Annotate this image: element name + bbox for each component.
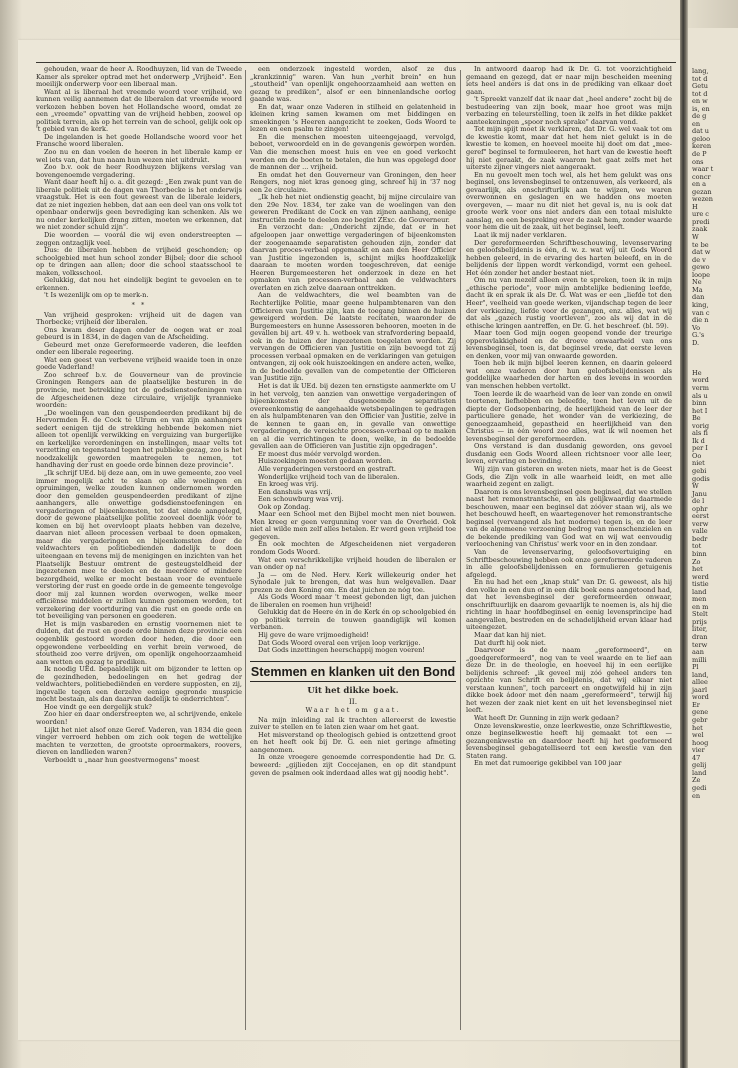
adjacent-page-line: dat w <box>692 248 711 257</box>
adjacent-page-line: tot <box>692 542 702 551</box>
adjacent-page-line: Vo <box>692 323 701 332</box>
adjacent-page-line: vorig <box>692 421 710 430</box>
adjacent-page-line: milli <box>692 655 707 664</box>
paragraph: Verboeldt u „naar hun geestvermogens" moest <box>44 755 200 764</box>
paragraph: Wat een verschrikkelijke vrijheid houden de liberalen er van onder op na! <box>250 555 456 572</box>
adjacent-page-line: Ne <box>692 278 702 287</box>
paragraph: En verzocht dan: „Ondericht zijnde, dat er in het afgeloopen jaar onwettige vergaderingen of bijeenkomsten der zoogenaamde separatisten gehouden zijn, zonder dat daarvan proces-verbaal opgemaakt en aan den Heer Officier van Justitie ingezonden is, schijnt mijks hoofdzakelijk daaraan te moeten worden toegeschreven, dat eenige Heeren Burgemeesteren het onderzoek in deze en het opmaken van processen-verbaal aan de veldwachters overlaten en zich zelve daaraan onttrekken. <box>250 223 456 292</box>
adjacent-page-line: keren <box>692 142 712 151</box>
paragraph: Er moest dus méér vervolgd worden. <box>258 449 382 458</box>
adjacent-page-line: het <box>692 565 703 574</box>
paragraph: Dus: de liberalen hebben de vrijheid geschonden; op schoolgebied met hun school zonder Bijbel; door die school op te dringen aan allen; door die school staatsschool te maken, volksschool. <box>36 246 242 277</box>
adjacent-page-line: en <box>692 119 701 128</box>
adjacent-page-line: gewo <box>692 263 710 272</box>
adjacent-page-line: terw <box>692 640 708 649</box>
adjacent-page-line: H <box>692 202 698 211</box>
paragraph: Daarvoor is de naam „gereformeerd", en „goedgereformeerd", nog van te veel waarde en te lief aan deze Dr. in de theologie, en hoeveel hij in een eerlijke belijdenis schreef: „ik geveel mij zóó geheel anders ten opzichte van Schrift en belijdenis, dat wij elkaar niet verstaan kunnen", toch parceert en ongetwijfeld hij in zijn dikke boek ádoor met den naam „gereformeerd", terwijl hij het wezen der zaak niet kent en uit het levensbeginsel niet leeft. <box>466 646 672 715</box>
paragraph: Gelukkig, dat nou het eindelijk begint te gevoelen en te erkennen. <box>36 276 242 292</box>
paragraph: Wat heeft Dr. Gunning in zijn werk gedaan? <box>474 714 619 723</box>
paragraph: Na mijn inleiding zal ik trachten allereerst de kwestie zuiver te stellen en te laten zien waar om het gaat. <box>250 715 456 732</box>
paragraph: En die menschen moesten uiteengejaagd, vervolgd, beboet, verwoordeld en in de gevangenis geworpen worden. Van die menschen moest huis en vee en goed verkocht worden om de boeten te betalen, die hun was opgelegd door de mannen der ... vrijheid. <box>250 132 456 172</box>
paragraph: Van de levenservaring, geloofsovertuiging en Schriftbeschouwing hebben ook onze gereformeerde vaderen in alle geloofsbelijdenissen en formulieren getuigenis afgelegd. <box>466 548 672 579</box>
adjacent-page-line: G.'s <box>692 331 705 340</box>
adjacent-page-line: land <box>692 587 707 596</box>
paragraph: Ik noodig UEd. bepaaldelijk uit om bijzonder te letten op de gezindheden, bedoelingen en het gedrag der veldwachters, politiebediënden en verdere supposten, en zij, ingevalle tegen een derzelve eenige gegronde muspicie mocht bestaan, als dan daarvan dadelijk te onderrichten". <box>36 665 242 704</box>
paragraph: En kroeg was vrij. <box>258 480 319 489</box>
adjacent-page-line: gene <box>692 708 709 717</box>
adjacent-page-line: hoog <box>692 738 709 747</box>
paragraph: Zoo hier en daar onderstreepten we, al schrijvende, enkele woorden! <box>36 710 242 727</box>
adjacent-page-line: is, en <box>692 104 710 113</box>
paragraph: En ook mochten de Afgescheidenen niet vergaderen rondom Gods Woord. <box>250 540 456 556</box>
adjacent-page-line: land <box>692 768 707 777</box>
adjacent-page-line: prijs <box>692 617 707 626</box>
adjacent-page-line: binn <box>692 399 707 408</box>
adjacent-page-line: dat u <box>692 127 710 136</box>
paragraph: Alle vergaderingen verstoord en gestraft. <box>258 464 396 473</box>
paragraph: Hij geve de ware vrijmoedigheid! <box>258 631 369 640</box>
paragraph: Het misverstand op theologisch gebied is ontzettend groot en het heeft ook bij Dr. G. een niet geringe afmeting aangenomen. <box>250 730 456 754</box>
paragraph: En met dat rumoerige gekibbel van 100 jaar <box>474 759 622 768</box>
adjacent-page-line: ophr <box>692 504 708 513</box>
adjacent-page-line: W <box>692 482 699 491</box>
adjacent-page-line: binn <box>692 550 707 558</box>
adjacent-page-line: de l <box>692 497 705 506</box>
adjacent-page-line: godis <box>692 474 710 483</box>
adjacent-page-line: gedi <box>692 783 707 792</box>
adjacent-page-line: wezen <box>692 195 714 204</box>
adjacent-page-line: Er <box>692 700 700 709</box>
adjacent-page-line: geloo <box>692 134 711 143</box>
adjacent-page-line <box>688 347 738 355</box>
paragraph: Maar dat kan hij niet. <box>474 631 547 640</box>
adjacent-page-line: Zo <box>692 557 701 566</box>
paragraph: gehouden, waar de heer A. Roodhuyzen, lid van de Tweede Kamer als spreker optrad met het onderwerp „Vrijheid". Een moeilijk onderwerp voor een liberaal man. <box>36 65 242 89</box>
adjacent-page-line: aan <box>692 648 705 657</box>
paragraph: En nu gevoelt men toch wel, als het hem gelukt was ons beginsel, ons levensbeginsel te ontzenuwen, als verkeerd, als gevaarlijk, als onschrifturlijk aan te wijzen, we waren overwonnen en geslagen en we hadden ons moeten overgeven, — maar nu dit niet het geval is, nu is ook dat groote werk voor ons niet anders dan een totaal mislukte aanslag, en een bespreking over de zaak hem, zonder waarde voor hem die uit de zaak, uit het beginsel, leeft. <box>466 170 672 232</box>
adjacent-page-line: verm <box>692 383 709 392</box>
article-part-number: II. <box>348 696 358 706</box>
adjacent-page-line: 47 <box>692 753 701 762</box>
paragraph: een onderzoek ingesteld worden, alsof ze dus „krankzinnig" waren. Van hun „verhit brein" en hun „stoutheid" van openlijk ongehoorzaamheid aan wetten en gezag te prediken", alsof er een binnenlandsche oorlog gaande was. <box>250 65 456 104</box>
paragraph: Het is dat ik UEd. bij dezen ten ernstigste aanmerkte om U in het vervolg, ten aanzien van onwettige vergaderingen of bijeenkomsten der dusgenoemde separatisten overeenkomstig de aangehaalde wetsbepalingen te gedragen en als hulpambtenaren van den Officier van Justitie, zelve in de kennen te gaan en, in gevalle van onwettige vergaderingen, de vereischte processen-verbaal op te maken en al die verrichtingen te doen, welke, in de bedoelde gevallen aan de Officieren van Justitie zijn opgedragen". <box>250 381 456 451</box>
adjacent-page-line: per I <box>692 444 708 453</box>
adjacent-page-line: de v <box>692 255 706 264</box>
adjacent-page-line: bedr <box>692 534 708 543</box>
adjacent-page-line: dan <box>692 293 705 302</box>
paragraph: Als Gods Woord maar 't meest gebonden ligt, dan juichen de liberalen en roemen hun vrijheid! <box>250 593 456 609</box>
paragraph: Dat Gods Woord overal een vrijen loop verkrijge. <box>258 638 421 647</box>
adjacent-page-line: en w <box>692 97 708 106</box>
paragraph: Daarom is ons levensbeginsel geen beginsel, dat we stellen naast het remonstrantsche, en als gelijkwaardig daarmede beschouwen, maar een beginsel dat zóóver staan wij, als we het beschouwd heeft, en waartegenover het remonstrantsche beginsel (vervangend als het moderne) tegen is, en de leer van de algemeene verzoening bedrog van menschenzielen en de bekende prediking van God wat en wij wat eenvoudig verloochening van Christus' werk voor en in den zondaar. <box>466 487 672 549</box>
paragraph: „Ik heb het niet ondienstig geacht, bij mijne circulaire van den 29e Nov. 1834, ter zake van de woelingen van den geweren Predikant de Cock en van zijnen aanhang, eenige instructiën mede te deelen zoo begint ZExc. de Gouverneur. <box>250 193 456 224</box>
adjacent-page-line: predi <box>692 217 710 226</box>
paragraph: Van vrijheid gesproken: vrijheid uit de dagen van Thorbecke; vrijheid der liberalen. <box>36 310 242 327</box>
adjacent-page-line: eerst <box>692 512 709 521</box>
adjacent-page-line: waar t <box>692 165 714 174</box>
column-divider <box>460 70 461 1030</box>
column-3 <box>466 66 672 768</box>
adjacent-page-line: allee <box>692 678 708 687</box>
adjacent-page-line <box>688 355 738 363</box>
adjacent-page-fragment <box>688 28 738 1068</box>
adjacent-page-line: king, <box>692 300 709 309</box>
paragraph: Tot mijn spijt moet ik verklaren, dat Dr. G. wel vaak tot om de kwestie komt, maar dat het hem niet gelukt is in de kwestie te komen, en hoeveel moeite hij doet om dat „mee-geref" beginsel te formuleeren, het hart van de kwestie heeft hij niet geraakt, de zaak waarom het gaat zelfs met het uiterste zijner vingers niet aangeraakt. <box>466 125 672 172</box>
adjacent-page-line: W <box>692 233 699 242</box>
section-header <box>250 661 456 682</box>
paragraph: Onze levenskwestie, onze leerkwestie, onze Schriftkwestie, onze beginselkwestie heeft hij gemaakt tot een — gezangenkwestie en daardoor heeft hij het geeformeerd levensbeginsel gebagatelliseerd tot een kwestie van den Staten rang. <box>466 721 672 760</box>
adjacent-page-line: Janu <box>692 489 707 498</box>
adjacent-page-line: gebi <box>692 466 707 475</box>
adjacent-page-line: die n <box>692 316 709 325</box>
paragraph: Wonderlijke vrijheid toch van de liberalen. <box>258 472 400 481</box>
paragraph: 't Spreekt vanzelf dat ik naar dat „heel andere" zocht bij de bestudeering van zijn boek, maar hoe groot was mijn verbazing en teleurstelling, toen ik zelfs in het dikke pakket aanteekeningen „spoor noch sprake" daarvan vond. <box>466 95 672 126</box>
paragraph: Maar toen God mijn oogen geopend vonde der treurige opperovlakkigheid en de droeve onwaarheid van ons levensbeginsel, toen is, dat beginsel vrede, dat eerste leven en denken, voor mij van onwaarde geworden. <box>466 329 672 360</box>
top-rule <box>36 62 676 63</box>
paragraph: Dat Gods inzettingen heerschappij mogen voeren! <box>258 646 425 655</box>
adjacent-page-line: wel <box>692 731 704 740</box>
adjacent-page-line: word <box>692 376 709 385</box>
article-subheading: Waar het om gaat. <box>305 706 401 715</box>
paragraph: Lijkt het niet alsof onze Geref. Vaderen, van 1834 die geen vinger verroerd hebben om zich ook tegen de wettelijke machten te verzetten, de grootste oproermakers, roovers, dieven en landlieden waren? <box>36 725 242 757</box>
adjacent-page-line: en <box>692 791 701 800</box>
paragraph: Maar een School met den Bijbel mocht men niet bouwen. Men kreeg er geen vergunning voor van de Overheid. Ook niet al wilde men zelf alles betalen. Er werd geen vrijheid toe gegeven. <box>250 510 456 541</box>
paragraph: Zoo nu en dan voelen de heeren in het liberale kamp er wel iets van, dat hun naam hun wezen niet uitdrukt. <box>36 148 242 164</box>
paragraph: Ook op Zondag. <box>258 502 311 511</box>
adjacent-page-line: het I <box>692 406 708 415</box>
column-2 <box>250 66 456 777</box>
adjacent-page-line: Oo <box>692 451 702 460</box>
paragraph: De ingelanden is het goede Hollandsche woord voor het Fransche woord liberalen. <box>36 132 242 149</box>
adjacent-page-line: Ma <box>692 285 703 294</box>
paragraph: En omdat het den Gouverneur van Groningen, den heer Rengers, nog niet kras genoeg ging, schreef hij in '37 nog een 2e circulaire. <box>250 170 456 194</box>
adjacent-page-line: als fi <box>692 429 708 438</box>
paragraph: Toen leerde ik de waarheid van de leer van zonde en onwil toortenen, liefhebben en beleefde, toen het leven uit de diepte der Godsopenbaring, de heerlijkheid van de leer der particuliere genade, het wonder van de verkiezing, de genoegzaamheid, gepastheid en heerlijkheid van den Christus — in één woord zoo alles, wat ik wil noemen het levensbeginsel der gereformeerden. <box>466 389 672 443</box>
article-title: Uit het dikke boek. <box>307 685 399 696</box>
paragraph: Der gereformeerden Schriftbeschouwing, levenservaring en geloofsbelijdenis is één, d. w. z. wat wij uit Gods Woord hebben geleerd, in de ervaring des harten beleefd, en in de belijdenis der lippen wordt verkondigd, vormt een geheel. Het één zonder het ander bestaat niet. <box>466 238 672 277</box>
paragraph: Een schouwburg was vrij. <box>258 495 344 504</box>
adjacent-page-line: lang, <box>692 67 709 75</box>
paragraph: * * <box>131 300 147 309</box>
paragraph: Laat ik mij nader verklaren. <box>474 231 567 240</box>
adjacent-page-line: D. <box>692 338 700 347</box>
paragraph: En nu had het een „knap stuk" van Dr. G. geweest, als hij den volke in een dun of in een dik boek eens aangetoond had, dat het levensbeginsel der gereformeerden onwaar, onschriftuurlijk en daarom gevaarlijk te noemen is, als hij die richting in haar hoofdbeginsel en eenig levensprincipe had aangevallen, bestreden en de schadelijkheid ervan klaar had uiteengezet. <box>466 578 672 632</box>
paragraph: „Ik schrijf UEd. bij deze aan, om in uwe gemeente, zoo veel immer mogelijk acht te slaan op alle woelingen en opruimingen, welke zouden kunnen ondernomen worden door den gemelden geuspendeerden predikant of zijne aanhangers, alle onwettige godsdienstoefeningen en vergaderingen of bijeenkomsten, tot dat einde aangelegd, door de gewone plaatselijke politie zooveel doenlijk vóór te komen en bij het overvloopt plaats hebben van dezelve, daarvan niet alleen processen verbaal te doen opmaken, maar die vergaderingen en bijeenkomsten door de veldwachters en politiebedienden dadelijk te doen uiteengaan en tevens mij de menigingen en inzichten van het Plaatselijk Bestuur omtrent de gesteugsteldheid der ingezetenen mee te deelen en de meerdere of mindere bezorgdheid, welke er mocht bestaan voor de eventuele verstoring der rust en goede orde in de gemeente tengevolge door mij zal kunnen worden overwogen, welke meer efficiënse middelen er zullen kunnen genomen worden, tot verzekering der voortduring van die rust en goede orde en tot beveiliging van personen en goederen. <box>36 468 242 621</box>
paragraph: In onze vroegere genoemde correspondentie had Dr. G. beweerd: „gijlieden zijt Coccejanen, en op dit standpunt geven de psalmen ook inderdaad alles wat gij noodig hebt". <box>250 753 456 777</box>
adjacent-page-line: jaarl <box>692 685 708 694</box>
adjacent-page-line: zaak <box>692 225 708 234</box>
adjacent-page-line: word <box>692 693 709 702</box>
paragraph: En dat, waar onze Vaderen in stilheid en gelatenheid in kleinen kring samen kwamen om met biddingen en smeekingen 's Heeren aangezicht te zoeken, Gods Woord te lezen en een psalm te zingen! <box>250 102 456 134</box>
adjacent-page-line: en a <box>692 180 707 189</box>
paragraph: Een danshuis was vrij. <box>258 487 333 496</box>
adjacent-page-line: Ik d <box>692 436 705 445</box>
adjacent-page-line: de g <box>692 112 707 121</box>
adjacent-page-line: verw <box>692 519 709 528</box>
adjacent-page-line: loope <box>692 270 711 279</box>
column-divider <box>245 70 246 1030</box>
paragraph: Zoo b.v. ook de heer Roodhuyzen blijkens verslag van bovengenoemde vergadering. <box>36 163 242 179</box>
paragraph: Dat durft hij ook niet. <box>474 638 546 647</box>
paragraph: Gelukkig dat de Heere én in de Kerk én op schoolgebied én op politiek terrein de touwen gaandiglijk wil komen verbanen. <box>250 608 456 632</box>
paragraph: Wat een geest van verbevene vrijheid waaide toen in onze goede Vaderland! <box>36 355 242 372</box>
paragraph: Het is mijn vasbareden en ernstig voornemen niet te dulden, dat de rust en goede orde binnen deze provincie een oogenblik gestoord worden door heden, die door een opgewondene verbeelding en verhit brein verwoed, de stoutheid zoo verre drijven, om openlijk ongehoorzaamheid aan wetten en gezag te prediken. <box>36 619 242 666</box>
section-title: Stemmen en klanken uit den Bond <box>250 664 456 679</box>
adjacent-page-line: He <box>692 368 702 377</box>
paragraph: Zoo schreef b.v. de Gouverneur van de provincie Groningen Rengers aan de plaatselijke besturen in de provincie, met betrekking tot de godsdienstoefeningen van de Afgescheidenen deze circulaire, vrijelijk tyrannieke woorden: <box>36 370 242 410</box>
adjacent-page-line: ure c <box>692 210 709 219</box>
paragraph: Wij zijn van gisteren en weten niets, maar het is de Geest Gods, die Zijn volk in alle waarheid leidt, en met alle waarheid zegent en zaligt. <box>466 464 672 489</box>
adjacent-page-line: als u <box>692 391 708 400</box>
adjacent-page-line: gebr <box>692 716 708 725</box>
paragraph: Aan de veldwachters, die wel beambten van de Rechterlijke Politie, maar geene hulpambtenaren van den Officieren van Justitie zijn, kan de toegang binnen de huizen geweigerd worden. De laatste recitaten, waaronder de Burgemeesters en hunne Assessoren behooren, moeten in de gevallen bij art. 49 v. h. wetboek van strafvordering bepaald, ook in de huizen der ingezetenen toegelaten worden. Zij vervangen de Officieren van Justitie en zijn bevoegd tot zij processen verbaal opmaken en de verklaringen van getuigen ontvangen, zij ook ook huiszoekingen en andere acten, welke, in de bedoelde gevallen van de competentie der Officieren van Justitie zijn. <box>250 291 456 383</box>
page-gutter <box>680 0 688 1068</box>
adjacent-page-line: liter, <box>692 625 708 634</box>
adjacent-page-line: te be <box>692 240 709 249</box>
adjacent-page-line: werd <box>692 572 709 581</box>
adjacent-page-line: land, <box>692 670 709 679</box>
paragraph: Om nu van mezelf alleen even te spreken, toen ik in mijn „ethische periode", voor mijn ambtelijke bediening leefde, dacht ik en sprak ik als Dr. G. Wat was er een „liefde tot den Heer", veelheid van goede werken, vijandschap tegen de leer der verkiezing, liefde voor de gezangen, enz. alles, wat wij dat als „gazech rustig voortleven", zoo als wij dat in de ethische kringen aantreffen, en Dr. G. het beschreef. (bl. 59). <box>466 276 672 330</box>
adjacent-page-line: Ze <box>692 776 701 785</box>
adjacent-page-line: en m <box>692 602 709 611</box>
adjacent-page-line: concr <box>692 172 711 181</box>
adjacent-page-line: tistie <box>692 580 709 589</box>
adjacent-page-line: niet <box>692 459 705 468</box>
adjacent-page-line: gelij <box>692 761 707 770</box>
paragraph: Huiszoekingen moesten gedaan worden. <box>258 457 393 466</box>
paragraph: „De woelingen van den geuspendeerden predikant bij de Hervormden H. de Cock te Ulrum en van zijn aanhangers sedert eenigen tijd de strekking hebbende bekomen niet alleen tot openlijk verwikking en verguizing van burgerlijke en kerkelijke verordeningen en instellingen, maar velts tot verzetting en tegenstand tegen het publieke gezag, zoo is het noodzakelijk geworden maatregelen te nemen, tot handhaving der rust en goede orde binnen deze provincie". <box>36 408 242 470</box>
paragraph: Ons kwam deser dagen onder de oogen wat er zoal gebeurd is in 1834, in de dagen van de Afscheiding. <box>36 325 242 342</box>
adjacent-page-line: Stelt <box>692 610 708 619</box>
adjacent-page-line: dran <box>692 633 708 642</box>
paragraph: Want al is liberaal het vreemde woord voor vrijheid, we kunnen veilig aannemen dat de liberalen dat vreemde woord verkozen hebben boven het Hollandsche woord, omdat ze een „vreemde" opvatting van de vrijheid hebben, zoowel op politiek terrein, als op het terrein van de school, gelijk ook op 't gebied van de kerk. <box>36 87 242 134</box>
paragraph: Hoe vindt ge een dergelijk stuk? <box>44 702 152 711</box>
adjacent-page-line: ons <box>692 157 704 166</box>
paragraph: In antwoord daarop had ik Dr. G. tot voorzichtigheid gemaand en gezegd, dat er naar mijn bescheiden meening iets heel anders is dat ons in de prediking van elkaar doet gaan. <box>466 65 672 96</box>
adjacent-page-line: het <box>692 723 703 732</box>
paragraph: Die woorden — voorál die wij even onderstreepten — zeggen ontzaglijk veel. <box>36 231 242 247</box>
adjacent-page-line: Be <box>692 414 701 423</box>
paragraph: Ons verstand is dan dusdanig geworden, ons gevoel dusdanig een Gods Woord alleen richtsnoer voor alle leer, leven, ervaring en bevinding. <box>466 442 672 466</box>
adjacent-page-line: tot d <box>692 89 708 98</box>
paragraph: 't Is wezenlijk om op te merk-n. <box>44 291 149 300</box>
adjacent-page-line: gezan <box>692 187 712 196</box>
paragraph: Ja — om de Ned. Herv. Kerk willekeurig onder het Synodale juk te brengen, dat was hun welgevallen. Daar prezen ze den Koning om. En dat juichen ze nóg toe. <box>250 570 456 594</box>
adjacent-page-line: men <box>692 595 707 604</box>
adjacent-page-line: de P <box>692 150 707 159</box>
adjacent-page-line: Getu <box>692 82 708 91</box>
column-1 <box>36 66 242 764</box>
paragraph: Toen heb ik mijn bijbel leeren kennen, en daarin geleerd wat onze vaderen door hun geloofsbelijdenissen als goddelijke waarheden der harten en des levens in woorden van menschen hebben vertolkt. <box>466 359 672 390</box>
paragraph: Want daar heeft hij o. a. dit gezegd: „Een zwak punt van de liberale politiek uit de dagen van Thorbecke is het onderwijs vraagstuk. Het is een fout geweest van de liberale leiders, dat ze niet ingezien hebben, dat aan een deel van ons volk tot openbaar onderwijs geen bevrediging kan schenken. Als we nu onder kerkelijken drang zitten, moeten we erkennen, dat we niet zonder schuld zijn". <box>36 178 242 232</box>
adjacent-page-line: Pl <box>692 663 699 672</box>
adjacent-page-line: valle <box>692 527 708 536</box>
adjacent-page-line: van c <box>692 308 710 317</box>
paragraph: Gebeurd met onze Gereformeerde vaderen, die leefden onder een liberale regeering. <box>36 340 242 357</box>
adjacent-page-line: tot d <box>692 74 708 83</box>
adjacent-page-line: vier <box>692 746 705 755</box>
